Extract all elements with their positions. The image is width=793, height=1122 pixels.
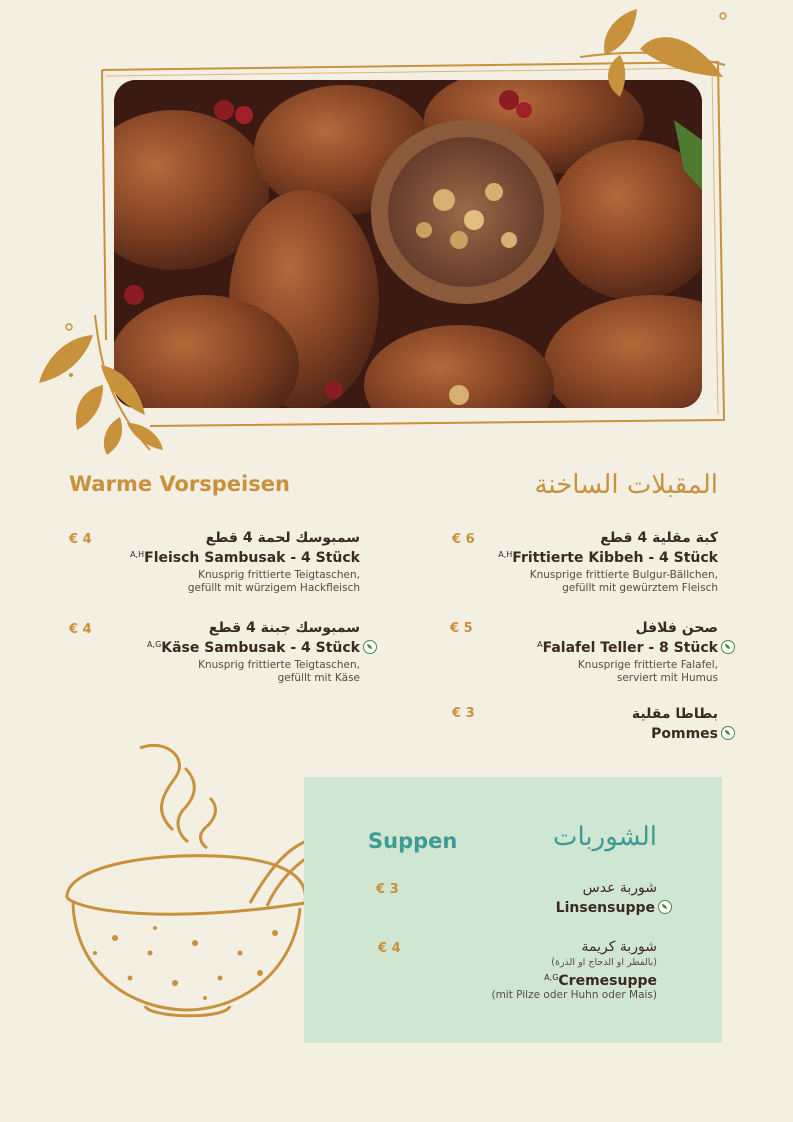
menu-item-kaese-sambusak (97, 620, 377, 685)
item-name-de: Frittierte Kibbeh - 4 Stück (512, 550, 718, 566)
olive-branch-icon (575, 5, 735, 105)
item-note-ar: (بالفطر او الدجاج او الذرة) (551, 957, 657, 968)
item-price: € 4 (69, 622, 92, 637)
olive-branch-icon (35, 305, 165, 455)
item-name-ar: سمبوسك لحمة 4 قطع (205, 530, 360, 546)
menu-item-kibbeh (458, 530, 718, 595)
item-desc: Knusprige frittierte Bulgur-Bällchen, (529, 569, 718, 581)
leaf-icon (658, 900, 672, 914)
item-name-de: Falafel Teller - 8 Stück (542, 640, 718, 656)
item-name-ar: كبة مقلية 4 قطع (600, 530, 718, 546)
item-name-ar: بطاطا مقلية (631, 706, 718, 722)
item-desc: (mit Pilze oder Huhn oder Mais) (491, 989, 657, 1001)
item-price: € 4 (378, 941, 401, 956)
item-name-ar: شوربة كريمة (581, 939, 657, 955)
item-price: € 5 (450, 621, 473, 636)
section-title-ar: المقبلات الساخنة (534, 470, 718, 500)
allergen-codes: A (537, 640, 543, 649)
item-price: € 3 (376, 882, 399, 897)
soup-bowl-icon (55, 738, 330, 1028)
item-desc: gefüllt mit gewürztem Fleisch (562, 582, 718, 594)
allergen-codes: A,H (498, 550, 513, 559)
menu-item-fleisch-sambusak (100, 530, 360, 595)
leaf-icon (363, 640, 377, 654)
item-desc: serviert mit Humus (616, 672, 718, 684)
kibbeh-photo (114, 80, 702, 408)
item-desc: Knusprige frittierte Falafel, (577, 659, 718, 671)
menu-item-cremesuppe (437, 939, 657, 1002)
allergen-codes: A,G (147, 640, 162, 649)
allergen-codes: A,H (130, 550, 145, 559)
allergen-codes: A,G (544, 973, 559, 982)
item-name-de: Käse Sambusak - 4 Stück (161, 640, 360, 656)
menu-item-linsensuppe (452, 880, 672, 916)
leaf-icon (721, 726, 735, 740)
item-desc: gefüllt mit Käse (277, 672, 360, 684)
item-price: € 6 (452, 532, 475, 547)
item-name-de: Cremesuppe (558, 973, 657, 989)
leaf-icon (721, 640, 735, 654)
menu-item-falafel (455, 620, 735, 685)
item-price: € 3 (452, 706, 475, 721)
item-desc: gefüllt mit würzigem Hackfleisch (187, 582, 360, 594)
item-name-de: Pommes (651, 726, 718, 742)
menu-item-pommes (535, 706, 735, 742)
item-name-ar: صحن فلافل (635, 620, 718, 636)
item-name-de: Fleisch Sambusak - 4 Stück (144, 550, 360, 566)
item-desc: Knusprig frittierte Teigtaschen, (198, 659, 360, 671)
item-desc: Knusprig frittierte Teigtaschen, (198, 569, 360, 581)
soup-title-de: Suppen (368, 829, 458, 853)
item-name-de: Linsensuppe (555, 900, 655, 916)
section-title-de: Warme Vorspeisen (69, 472, 290, 496)
item-name-ar: سمبوسك جبنة 4 قطع (208, 620, 360, 636)
item-price: € 4 (69, 532, 92, 547)
item-name-ar: شوربة عدس (582, 880, 657, 896)
soup-title-ar: الشوربات (553, 822, 657, 852)
